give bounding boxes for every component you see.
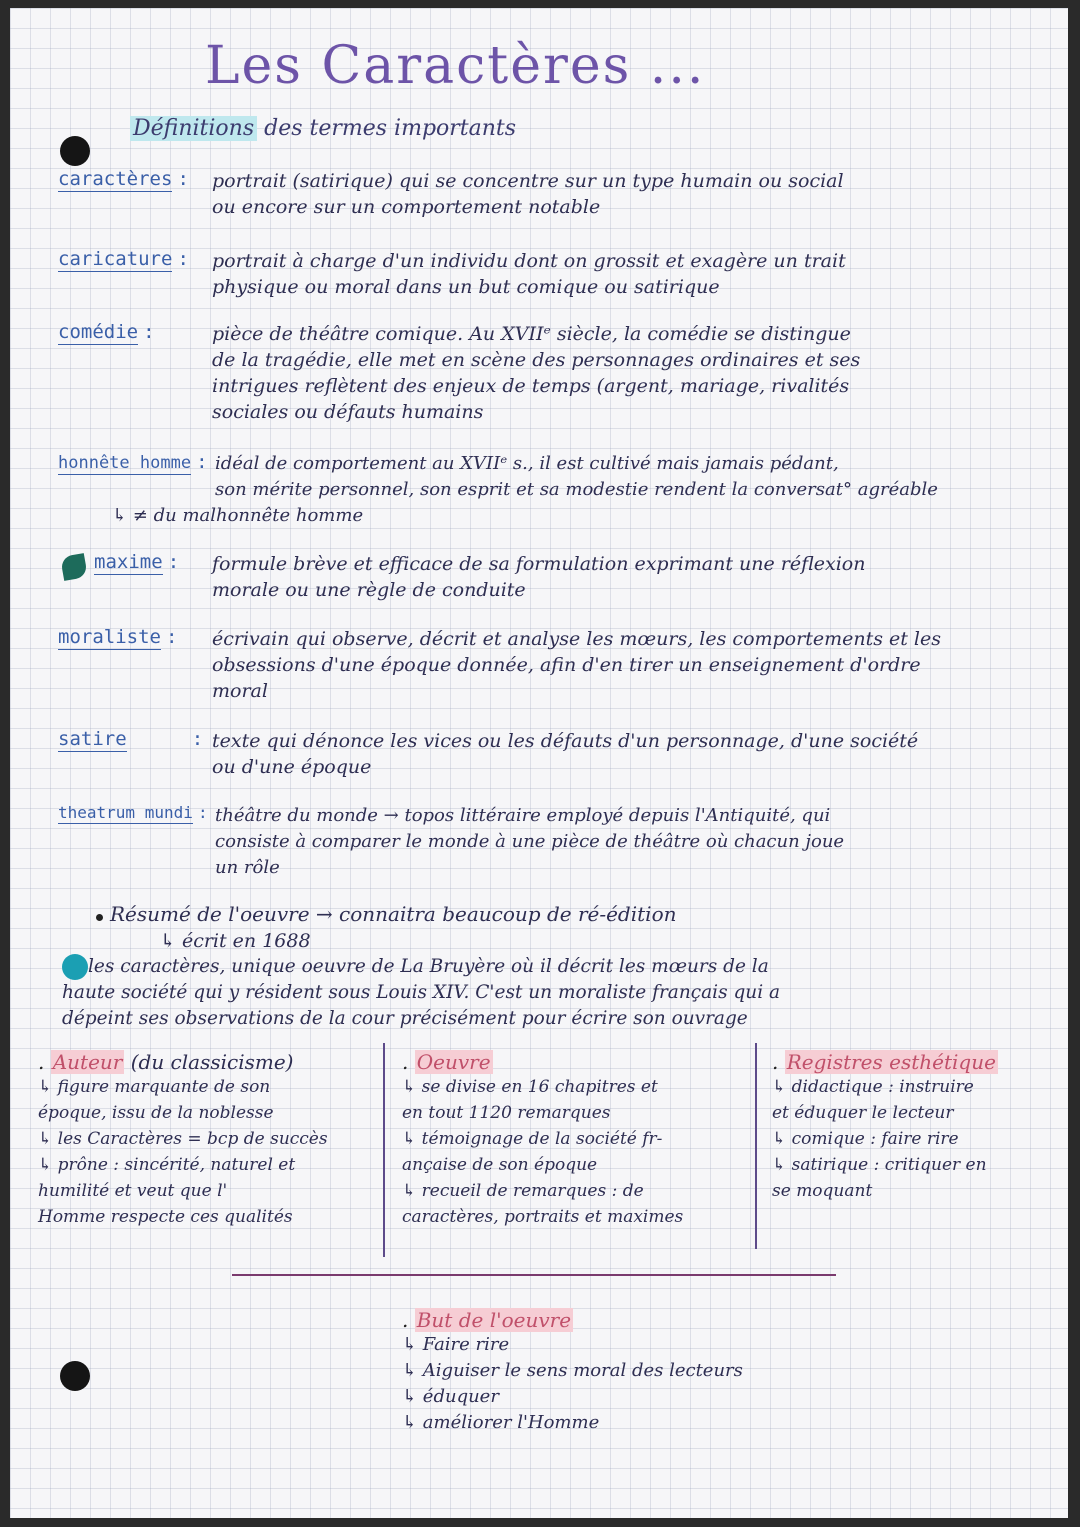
def-line: théâtre du monde → topos littéraire employé depuis l'Antiquité, qui	[215, 805, 831, 826]
term-caracteres: caractères	[58, 168, 173, 190]
column-divider	[755, 1043, 757, 1249]
definition-comedie	[58, 321, 155, 343]
definition-text-theatrum-mundi	[215, 803, 844, 881]
column-registres	[772, 1050, 998, 1204]
column-line: époque, issu de la noblesse	[38, 1103, 274, 1123]
definition-note-honnete-homme: ↳ ≠ du malhonnête homme	[112, 505, 364, 526]
resume-line: dépeint ses observations de la cour précisément pour écrire son ouvrage	[62, 1008, 748, 1029]
but-line: ↳ améliorer l'Homme	[402, 1412, 600, 1433]
column-divider	[383, 1043, 385, 1257]
term-colon: :	[143, 321, 155, 343]
column-line: ↳ les Caractères = bcp de succès	[38, 1129, 328, 1149]
def-line: formule brève et efficace de sa formulation exprimant une réflexion	[212, 553, 866, 575]
column-oeuvre-heading: . Oeuvre	[402, 1050, 491, 1074]
column-auteur-heading-highlight: Auteur	[52, 1050, 123, 1074]
column-auteur-heading-rest: (du classicisme)	[124, 1050, 294, 1074]
definitions-heading-highlight: Définitions	[130, 116, 257, 141]
term-comedie: comédie	[58, 321, 139, 343]
column-line: ↳ témoignage de la société fr-	[402, 1129, 663, 1149]
def-line: portrait (satirique) qui se concentre sur un type humain ou social	[212, 170, 844, 192]
definition-text-satire	[212, 728, 918, 780]
resume-paragraph	[62, 954, 780, 1032]
column-line: se moquant	[772, 1181, 873, 1201]
column-line: ↳ recueil de remarques : de	[402, 1181, 644, 1201]
def-line: de la tragédie, elle met en scène des personnages ordinaires et ses	[212, 349, 861, 371]
def-line: portrait à charge d'un individu dont on grossit et exagère un trait	[212, 250, 846, 272]
column-line: caractères, portraits et maximes	[402, 1207, 684, 1227]
notebook-page	[10, 8, 1068, 1518]
term-satire: satire	[58, 728, 127, 750]
def-line: idéal de comportement au XVIIᵉ s., il est cultivé mais jamais pédant,	[215, 453, 839, 474]
but-line: ↳ Faire rire	[402, 1334, 510, 1355]
binder-hole-bottom	[60, 1361, 90, 1391]
but-heading: . But de l'oeuvre	[402, 1308, 572, 1332]
leaf-icon	[60, 553, 88, 581]
column-line: en tout 1120 remarques	[402, 1103, 611, 1123]
term-caricature: caricature	[58, 248, 173, 270]
term-colon: :	[197, 803, 208, 822]
definition-text-caricature	[212, 248, 846, 300]
definition-maxime	[94, 551, 179, 573]
bullet	[96, 914, 103, 921]
definition-caracteres	[58, 168, 189, 190]
def-line: texte qui dénonce les vices ou les défauts d'un personnage, d'une société	[212, 730, 919, 752]
definition-text-maxime	[212, 551, 865, 603]
def-line: un rôle	[215, 857, 280, 878]
but-line: ↳ Aiguiser le sens moral des lecteurs	[402, 1360, 743, 1381]
term-theatrum-mundi: theatrum mundi	[58, 803, 193, 822]
def-line: moral	[212, 680, 268, 702]
column-line: ↳ prône : sincérité, naturel et	[38, 1155, 296, 1175]
term-colon: :	[177, 168, 189, 190]
term-maxime: maxime	[94, 551, 163, 573]
def-line: morale ou une règle de conduite	[212, 579, 526, 601]
but-line: ↳ éduquer	[402, 1386, 499, 1407]
definition-theatrum-mundi	[58, 803, 208, 822]
resume-line: les caractères, unique oeuvre de La Bruyère où il décrit les mœurs de la	[88, 956, 769, 977]
column-line: ↳ figure marquante de son	[38, 1077, 271, 1097]
column-line: ↳ satirique : critiquer en	[772, 1155, 987, 1175]
binder-hole-top	[60, 136, 90, 166]
term-moraliste: moraliste	[58, 626, 161, 648]
column-line: Homme respecte ces qualités	[38, 1207, 293, 1227]
term-colon: :	[177, 248, 189, 270]
def-line: consiste à comparer le monde à une pièce de théâtre où chacun joue	[215, 831, 845, 852]
resume-date: ↳ écrit en 1688	[160, 930, 311, 952]
page-title: Les Caractères ...	[205, 36, 706, 96]
column-registres-heading: . Registres esthétique	[772, 1050, 996, 1074]
term-colon: :	[167, 551, 180, 573]
def-line: sociales ou défauts humains	[212, 401, 484, 423]
column-oeuvre-heading-text: Oeuvre	[416, 1050, 491, 1074]
column-line: humilité et veut que l'	[38, 1181, 228, 1201]
column-registres-heading-text: Registres esthétique	[786, 1050, 996, 1074]
term-colon: :	[196, 451, 208, 473]
def-line: physique ou moral dans un but comique ou satirique	[212, 276, 720, 298]
definition-text-honnete-homme	[215, 451, 938, 503]
column-line: et éduquer le lecteur	[772, 1103, 954, 1123]
column-line: ↳ se divise en 16 chapitres et	[402, 1077, 658, 1097]
def-line: écrivain qui observe, décrit et analyse les mœurs, les comportements et les	[212, 628, 941, 650]
column-line: ↳ didactique : instruire	[772, 1077, 974, 1097]
column-auteur	[38, 1050, 328, 1230]
term-colon: :	[191, 728, 204, 750]
definitions-heading-rest: des termes importants	[264, 116, 517, 141]
but-section	[402, 1308, 743, 1436]
def-line: ou encore sur un comportement notable	[212, 196, 601, 218]
definition-text-comedie	[212, 321, 860, 425]
term-honnete-homme: honnête homme	[58, 453, 192, 473]
term-colon: :	[166, 626, 178, 648]
column-line: ançaise de son époque	[402, 1155, 598, 1175]
definitions-heading	[130, 116, 516, 141]
def-line: intrigues reflètent des enjeux de temps (argent, mariage, rivalités	[212, 375, 850, 397]
definition-caricature	[58, 248, 189, 270]
resume-line: haute société qui y résident sous Louis XIV. C'est un moraliste français qui a	[62, 982, 781, 1003]
def-line: pièce de théâtre comique. Au XVIIᵉ siècle, la comédie se distingue	[212, 323, 851, 345]
but-top-rule	[232, 1274, 836, 1276]
definition-honnete-homme	[58, 451, 208, 473]
but-heading-text: But de l'oeuvre	[416, 1308, 572, 1332]
def-line: obsessions d'une époque donnée, afin d'en tirer un enseignement d'ordre	[212, 654, 921, 676]
definition-moraliste	[58, 626, 178, 648]
definition-text-moraliste	[212, 626, 941, 704]
column-auteur-heading: . Auteur (du classicisme)	[38, 1050, 294, 1074]
resume-heading: Résumé de l'oeuvre → connaitra beaucoup de ré-édition	[110, 902, 677, 926]
definition-satire	[58, 728, 203, 750]
column-oeuvre	[402, 1050, 683, 1230]
column-line: ↳ comique : faire rire	[772, 1129, 959, 1149]
def-line: son mérite personnel, son esprit et sa modestie rendent la conversat° agréable	[215, 479, 938, 500]
definition-text-caracteres	[212, 168, 844, 220]
def-line: ou d'une époque	[212, 756, 372, 778]
